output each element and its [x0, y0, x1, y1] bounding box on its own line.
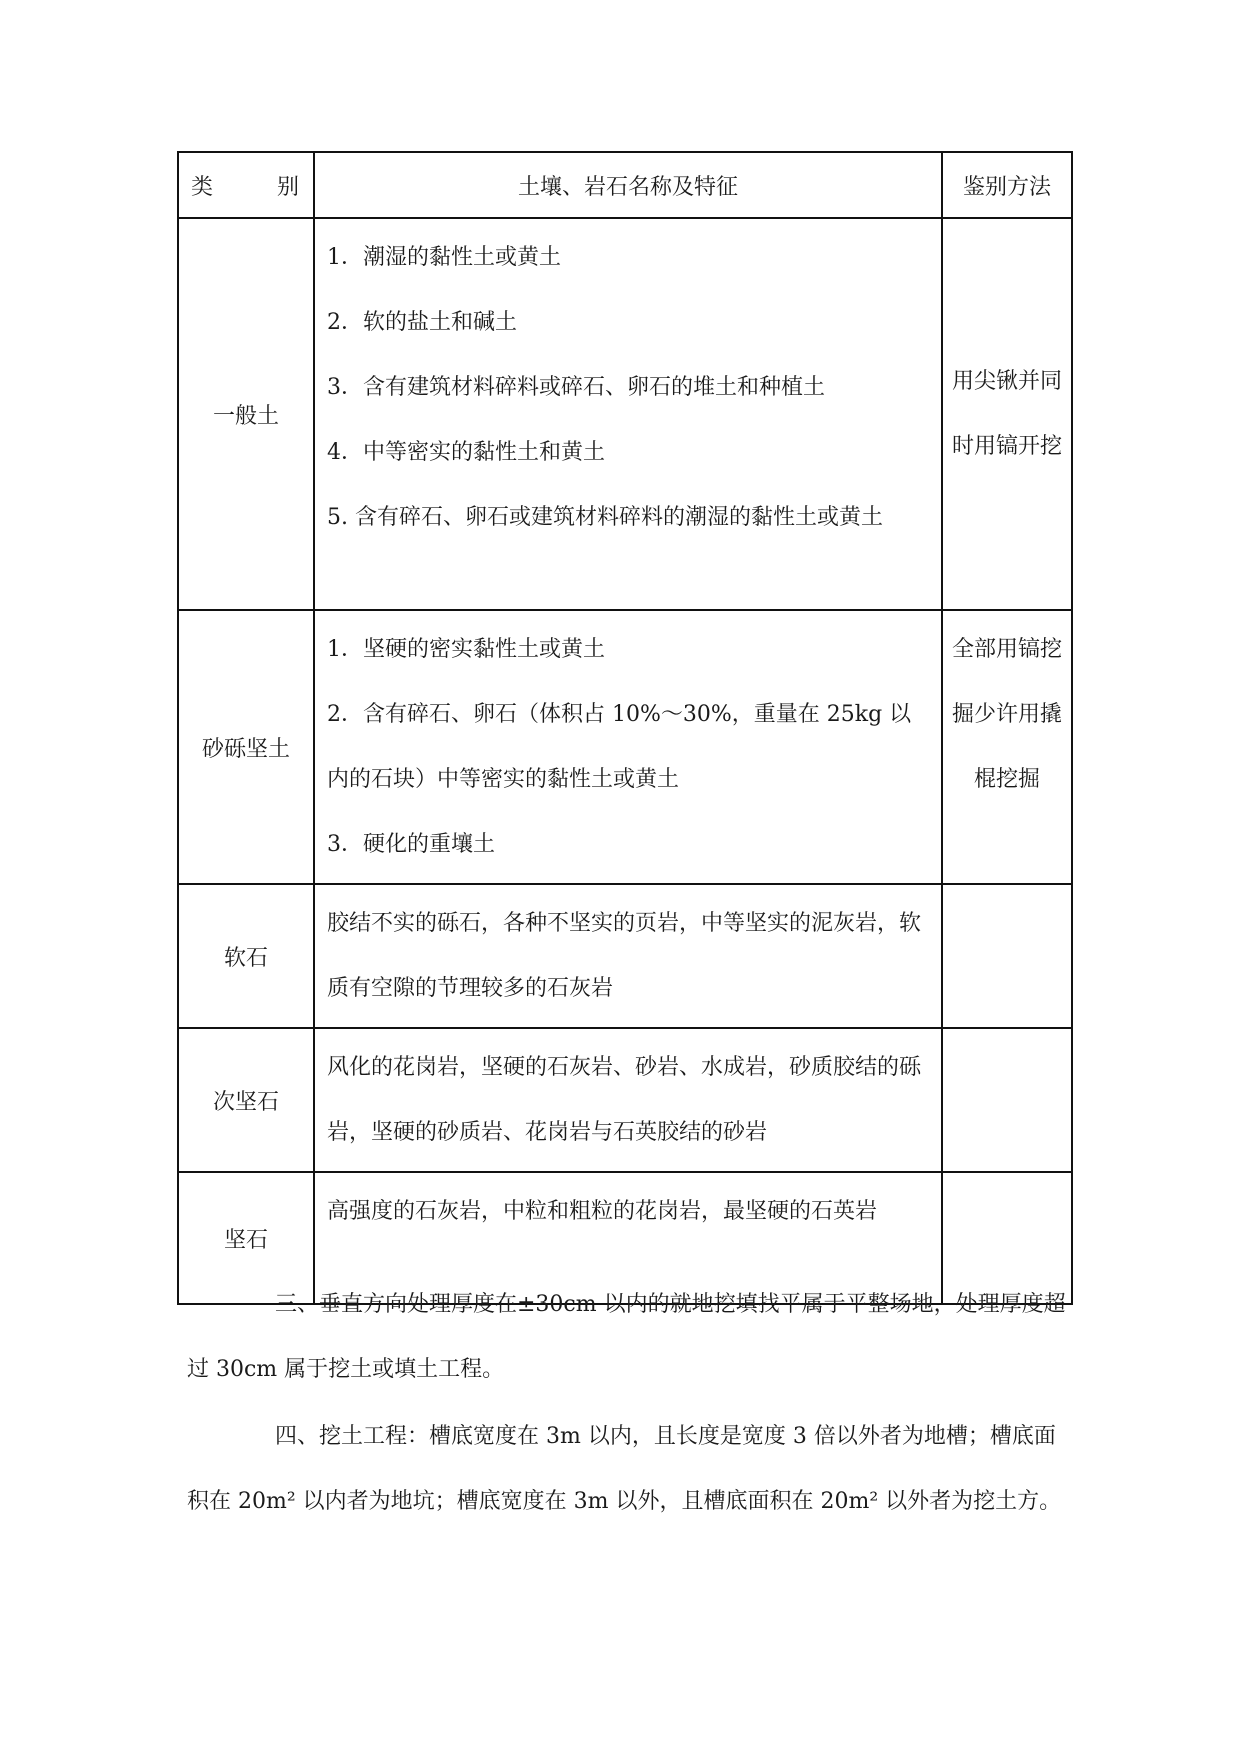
table-row [178, 610, 1072, 884]
list-item: 3．硬化的重壤土 [327, 832, 495, 857]
method-cell [942, 1028, 1072, 1172]
table-row [178, 218, 1072, 610]
list-item: 2．含有碎石、卵石（体积占 10%～30%，重量在 25kg 以内的石块）中等密实的黏性土或黄土 [327, 702, 912, 792]
header-method: 鉴别方法 [942, 152, 1072, 218]
paragraph-excavation: 四、挖土工程：槽底宽度在 3m 以内，且长度是宽度 3 倍以外者为地槽；槽底面积在 20m² 以内者为地坑；槽底宽度在 3m 以外，且槽底面积在 20m² 以外者为挖土方。 [187, 1424, 1062, 1514]
description-cell [314, 884, 942, 1028]
header-category-b: 别 [276, 174, 299, 200]
category-cell: 软石 [178, 884, 314, 1028]
paragraph-site-leveling: 三、垂直方向处理厚度在±30cm 以内的就地挖填找平属于平整场地，处理厚度超过 30cm 属于挖土或填土工程。 [187, 1292, 1066, 1382]
list-item: 1．潮湿的黏性土或黄土 [327, 245, 561, 270]
header-name-features: 土壤、岩石名称及特征 [314, 152, 942, 218]
header-category-a: 类 [191, 174, 214, 200]
category-cell: 砂砾坚土 [178, 610, 314, 884]
table-row [178, 1028, 1072, 1172]
soil-classification-table [177, 151, 1073, 1305]
description-text: 风化的花岗岩，坚硬的石灰岩、砂岩、水成岩，砂质胶结的砾岩，坚硬的砂质岩、花岗岩与石英胶结的砂岩 [327, 1055, 922, 1145]
description-cell [314, 1028, 942, 1172]
description-text: 胶结不实的砾石，各种不坚实的页岩，中等坚实的泥灰岩，软质有空隙的节理较多的石灰岩 [327, 911, 922, 1001]
list-item: 4．中等密实的黏性土和黄土 [327, 440, 605, 465]
header-category [178, 152, 314, 218]
list-item: 1．坚硬的密实黏性土或黄土 [327, 637, 605, 662]
description-text: 高强度的石灰岩，中粒和粗粒的花岗岩，最坚硬的石英岩 [327, 1199, 878, 1224]
list-item: 3．含有建筑材料碎料或碎石、卵石的堆土和种植土 [327, 375, 825, 400]
list-item: 2．软的盐土和碱土 [327, 310, 517, 335]
category-cell: 次坚石 [178, 1028, 314, 1172]
method-cell: 用尖锹并同时用镐开挖 [942, 218, 1072, 610]
table-header-row [178, 152, 1072, 218]
method-cell: 全部用镐挖掘少许用撬棍挖掘 [942, 610, 1072, 884]
category-cell: 一般土 [178, 218, 314, 610]
list-item: 5. 含有碎石、卵石或建筑材料碎料的潮湿的黏性土或黄土 [327, 505, 883, 530]
description-cell [314, 218, 942, 610]
category-cell: 坚石 [178, 1172, 314, 1304]
description-cell [314, 610, 942, 884]
method-cell [942, 884, 1072, 1028]
table-row [178, 884, 1072, 1028]
